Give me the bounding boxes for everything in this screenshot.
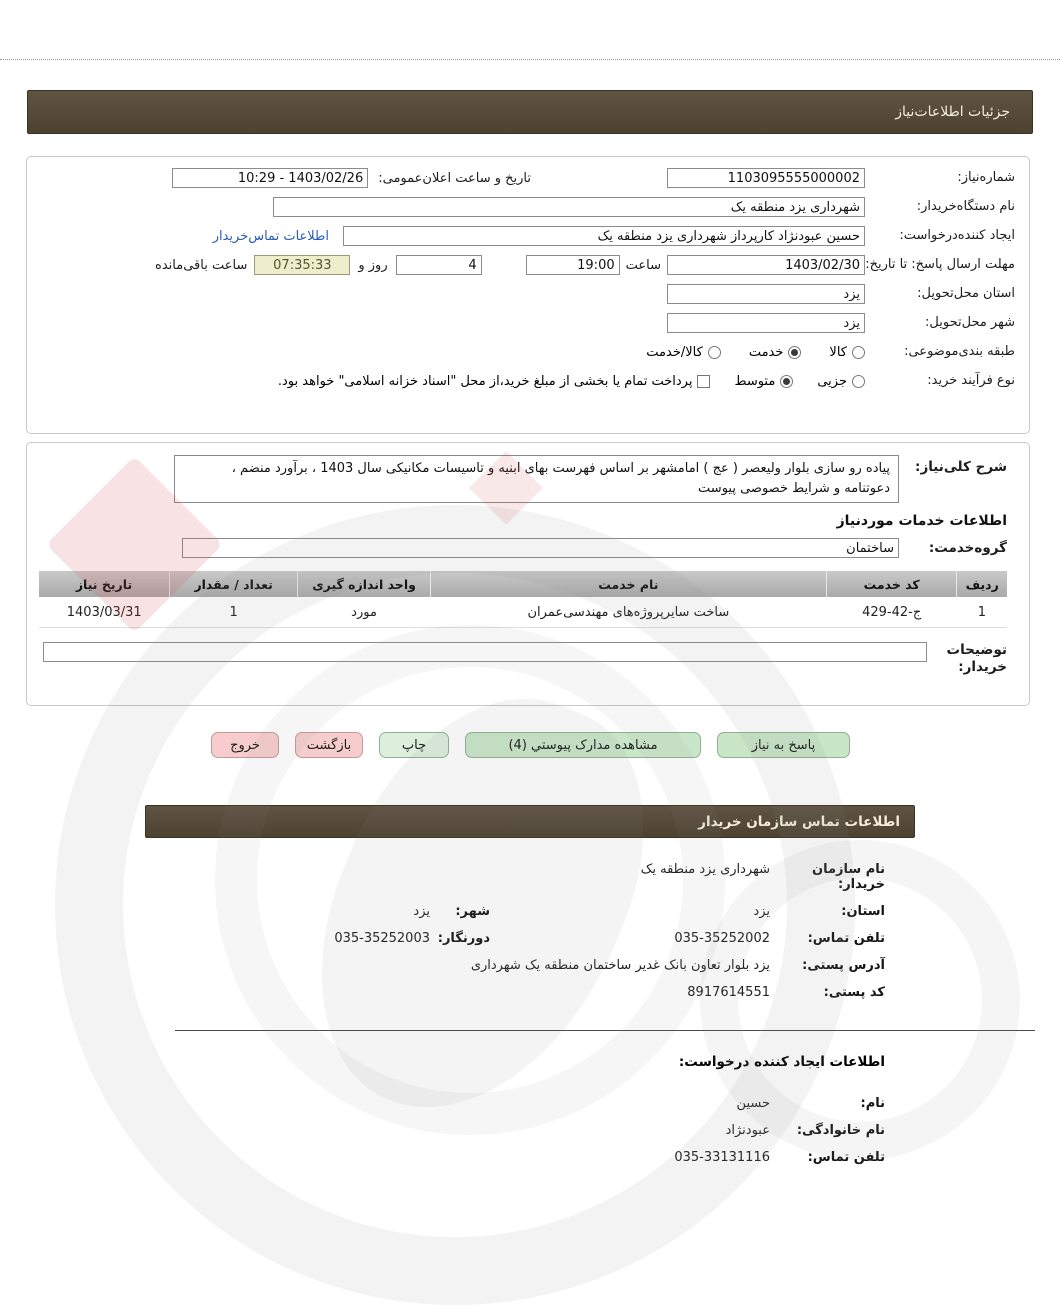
service-group-input[interactable] [182,538,899,558]
cell-service-code: ج-42-429 [826,597,956,627]
buyer-org-row [41,196,1015,218]
contact-address-value: یزد بلوار تعاون بانک غدیر ساختمان منطقه یک شهرداری [470,958,770,973]
countdown-label: ساعت باقی‌مانده [155,257,248,273]
action-buttons [211,732,850,758]
creator-info-block [173,1054,885,1177]
services-table-header-row [39,571,1007,597]
need-panel [26,442,1030,706]
need-desc-label: شرح كلی‌نیاز: [915,459,1007,475]
cell-service-name: ساخت سایرپروژه‌های مهندسی‌عمران [430,597,826,627]
radio-goods-service-label: کالا/خدمت [646,344,703,360]
process-label: نوع فرآیند خرید: [927,372,1015,388]
details-header-bar [27,90,1033,134]
org-label: نام سازمان خریدار: [812,862,885,892]
top-dotted-divider [0,59,1060,60]
deadline-label: مهلت ارسال پاسخ: تا تاریخ: [865,256,1015,272]
cell-need-date: 1403/03/31 [39,597,169,627]
address-row [173,958,885,973]
creator-info-heading: اطلاعات ایجاد کننده درخواست: [678,1054,885,1070]
category-row [41,341,1015,363]
cell-quantity: 1 [169,597,297,627]
contact-fax-value: 035-35252003 [334,931,430,946]
cell-unit: مورد [298,597,430,627]
divider-line [175,1030,1035,1031]
radio-goods-service-icon [708,346,721,359]
header-quantity: تعداد / مقدار [169,571,297,597]
radio-minor-label: جزیی [817,373,847,389]
services-table [39,571,1007,628]
need-number-label: شماره‌نیاز: [957,169,1015,185]
creator-label: ایجاد کننده‌درخواست: [899,227,1015,243]
need-number-input[interactable] [667,168,865,188]
deadline-row [41,254,1015,276]
contact-phone-label: تلفن تماس: [807,931,885,946]
treasury-note: پرداخت تمام یا بخشی از مبلغ خرید،از محل "اسناد خزانه اسلامی" خواهد بود. [277,373,693,389]
header-need-date: تاریخ نیاز [39,571,169,597]
exit-button[interactable]: خروج [211,732,279,758]
service-group-label: گروه‌خدمت: [928,539,1007,556]
treasury-option[interactable] [278,374,711,389]
first-name-row [173,1096,885,1111]
buyer-org-label: نام دستگاه‌خریدار: [916,198,1015,214]
radio-goods-icon [852,346,865,359]
remaining-days-input[interactable] [396,255,482,275]
radio-minor-icon [852,375,865,388]
radio-medium-label: متوسط [734,373,776,389]
need-desc-box[interactable]: پیاده رو سازی بلوار ولیعصر ( عج ) امامشهر بر اساس فهرست بهای ابنیه و تاسیسات مکانیکی سال 1403 ، برآورد منضم ، دعوتنامه و شرایط خصوصی پیوست [174,455,899,503]
buyer-notes-row [41,642,1007,676]
first-name-label: نام: [860,1096,885,1111]
delivery-province-row [41,283,1015,305]
cell-row-index: 1 [957,597,1007,627]
countdown-timer: 07:35:33 [254,255,350,275]
radio-service[interactable] [749,345,802,360]
delivery-city-row [41,312,1015,334]
delivery-province-label: استان محل‌تحویل: [917,285,1015,301]
deadline-time-input[interactable] [526,255,620,275]
contact-postal-label: کد پستی: [823,985,885,1000]
buyer-org-input[interactable] [273,197,865,217]
creator-phone-row [173,1150,885,1165]
radio-medium[interactable] [734,374,793,389]
contact-fax-label: دورنگار: [437,931,490,946]
service-group-row [41,537,1007,559]
buyer-contact-link[interactable]: اطلاعات تماس‌خریدار [212,228,329,244]
creator-phone-label: تلفن تماس: [807,1150,885,1165]
buyer-notes-label: توضیحات خریدار: [946,641,1007,675]
contact-header-bar [145,805,915,838]
process-row [41,370,1015,392]
header-unit: واحد اندازه گیری [298,571,430,597]
contact-header-title: اطلاعات تماس سازمان خریدار [698,813,900,830]
details-panel [26,156,1030,434]
deadline-time-label: ساعت [625,257,661,273]
delivery-city-label: شهر محل‌تحویل: [925,314,1015,330]
details-header-title: جزئیات اطلاعات‌نیاز [895,104,1010,120]
services-heading: اطلاعات خدمات موردنیاز [836,513,1007,530]
radio-medium-icon [780,375,793,388]
contact-city-label: شهر: [455,904,490,919]
last-name-value: عبودنژاد [725,1123,770,1138]
creator-phone-value: 035-33131116 [674,1150,770,1165]
header-service-code: کد خدمت [826,571,956,597]
phone-fax-row [173,931,885,946]
contact-city-value: یزد [413,904,430,919]
view-docs-button[interactable]: مشاهده مدارک پیوستي (4) [465,732,701,758]
first-name-value: حسین [736,1096,770,1111]
remaining-days-label: روز و [358,257,388,273]
deadline-date-input[interactable] [667,255,865,275]
contact-address-label: آدرس پستی: [802,958,885,973]
contact-province-label: استان: [841,904,885,919]
radio-goods-label: کالا [829,344,847,360]
postal-row [173,985,885,1000]
need-desc-row [41,455,1007,503]
category-label: طبقه بندی‌موضوعی: [904,343,1015,359]
header-service-name: نام خدمت [430,571,826,597]
contact-block [173,862,885,1012]
radio-service-label: خدمت [748,344,784,360]
header-row-index: ردیف [957,571,1007,597]
radio-service-icon [788,346,801,359]
need-number-row [41,167,1015,189]
org-row [173,862,885,892]
announce-datetime-label: تاریخ و ساعت اعلان‌عمومی: [378,170,531,186]
treasury-checkbox[interactable] [697,375,710,388]
creator-row [41,225,1015,247]
org-value: شهرداری یزد منطقه یک [640,862,770,877]
province-city-row [173,904,885,919]
table-row [39,597,1007,627]
radio-goods-service[interactable] [646,345,721,360]
contact-phone-value: 035-35252002 [674,931,770,946]
radio-goods[interactable] [829,345,865,360]
print-button[interactable]: چاپ [379,732,449,758]
respond-button[interactable]: پاسخ به نیاز [717,732,850,758]
radio-minor[interactable] [817,374,865,389]
buyer-notes-input[interactable] [43,642,927,662]
contact-province-value: یزد [753,904,770,919]
last-name-label: نام خانوادگی: [796,1123,885,1138]
delivery-province-input[interactable] [667,284,865,304]
announce-datetime-input[interactable] [172,168,368,188]
last-name-row [173,1123,885,1138]
contact-postal-value: 8917614551 [687,985,770,1000]
creator-input[interactable] [343,226,865,246]
back-button[interactable]: بازگشت [295,732,363,758]
delivery-city-input[interactable] [667,313,865,333]
